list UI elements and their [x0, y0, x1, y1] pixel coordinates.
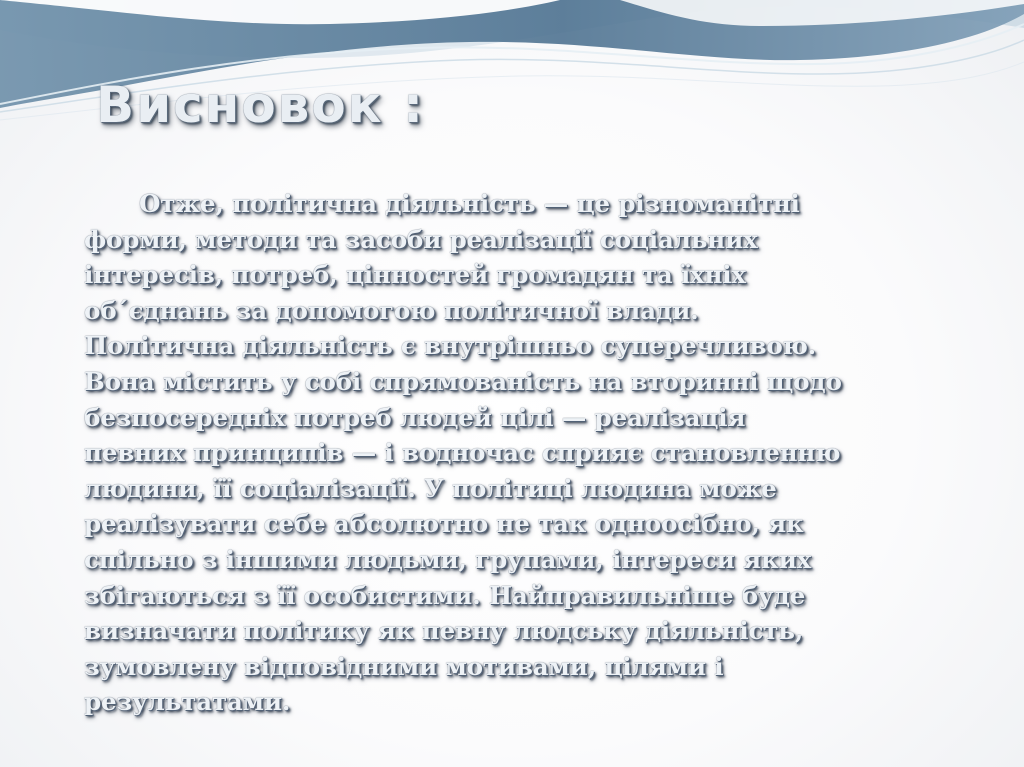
body-line: Отже, політична діяльність — це різноманітні	[139, 189, 800, 218]
body-line: Політична діяльність є внутрішньо суперечливою.	[84, 331, 816, 361]
body-line: об´єднань за допомогою політичної влади.	[84, 295, 699, 325]
body-line: форми, методи та засоби реалізації соціальних	[84, 224, 758, 254]
slide-title: Висновок :	[96, 76, 426, 134]
body-line: Вона містить у собі спрямованість на вторинні щодо	[84, 366, 842, 396]
body-line: інтересів, потреб, цінностей громадян та їхніх	[84, 260, 746, 290]
body-line: зумовлену відповідними мотивами, цілями і	[84, 651, 724, 681]
slide-body-text	[84, 186, 989, 720]
body-line: результатами.	[84, 687, 291, 717]
body-line: безпосередніх потреб людей цілі — реалізація	[84, 402, 746, 432]
body-line: збігаються з її особистими. Найправильніше буде	[84, 580, 806, 610]
body-line: людини, її соціалізації. У політиці людина може	[84, 473, 777, 503]
body-line: спільно з іншими людьми, групами, інтереси яких	[84, 544, 812, 574]
body-line: певних принципів — і водночас сприяє становленню	[84, 438, 841, 468]
body-line: реалізувати себе абсолютно не так одноосібно, як	[84, 509, 804, 539]
body-line: визначати політику як певну людську діяльність,	[84, 616, 804, 646]
